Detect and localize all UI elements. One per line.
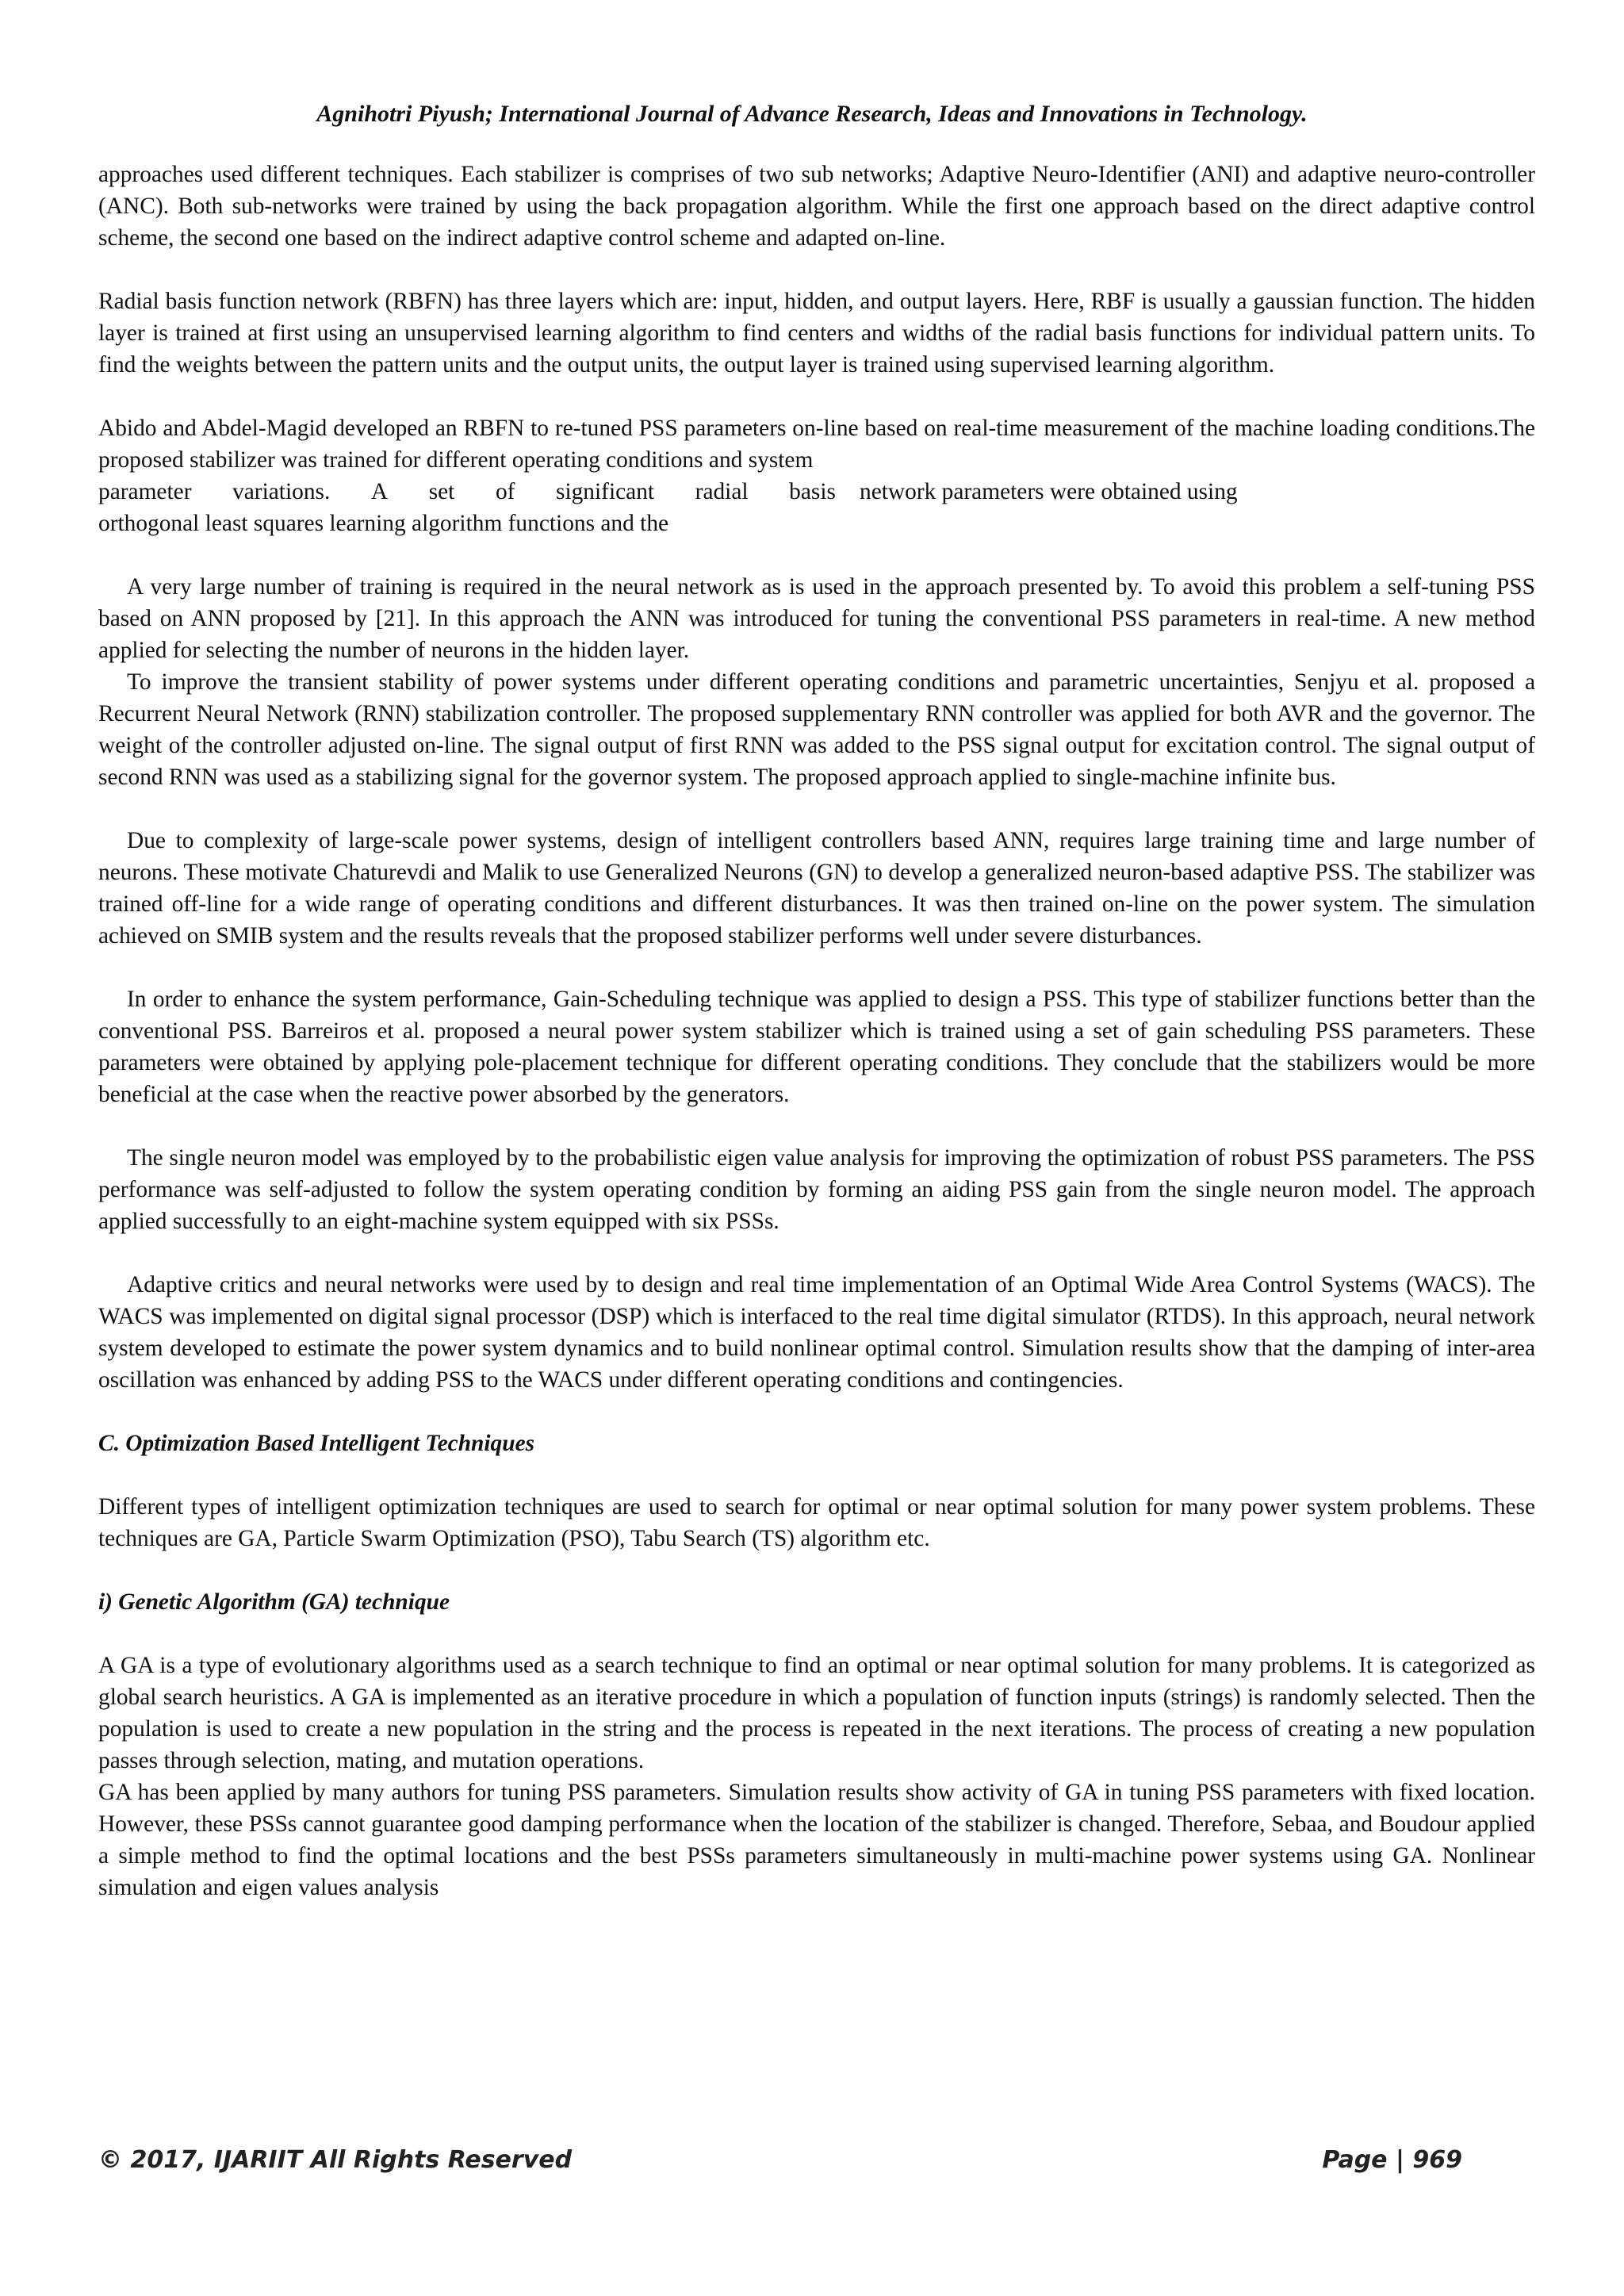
page-footer xyxy=(98,2146,1462,2175)
paragraph-abido-split-right: network parameters were obtained using xyxy=(860,479,1238,504)
word: of xyxy=(495,479,515,504)
paragraph-wacs: Adaptive critics and neural networks were used by to design and real time implementation of an Optimal Wide Area Control Systems (WACS). The WACS was implemented on digital signal processor (DSP) which is interfaced to the real time digital simulator (RTDS). In this approach, neural network system developed to estimate the power system dynamics and to build nonlinear optimal control. Simulation results show that the damping of inter-area oscillation was enhanced by adding PSS to the WACS under different operating conditions and contingencies. xyxy=(98,1272,1535,1393)
paragraph-self-tuning: A very large number of training is required in the neural network as is used in the approach presented by. To avoid this problem a self-tuning PSS based on ANN proposed by [21]. In this approach the ANN was introduced for tuning the conventional PSS parameters in real-time. A new method applied for selecting the number of neurons in the hidden layer. xyxy=(98,574,1535,663)
word: variations. xyxy=(232,479,331,504)
paragraph-ani-anc: approaches used different techniques. Each stabilizer is comprises of two sub networks; Adaptive Neuro-Identifier (ANI) and adaptive neuro-controller (ANC). Both sub-networks were trained by using the back propagation algorithm. While the first one approach based on the direct adaptive control scheme, the second one based on the indirect adaptive control scheme and adapted on-line. xyxy=(98,162,1535,251)
paragraph-abido-split-left xyxy=(98,476,836,508)
paragraph-single-neuron: The single neuron model was employed by to the probabilistic eigen value analysis for improving the optimization of robust PSS parameters. The PSS performance was self-adjusted to follow the system operating condition by forming an aiding PSS gain from the single neuron model. The approach applied successfully to an eight-machine system equipped with six PSSs. xyxy=(98,1145,1535,1234)
paragraph-optimization: Different types of intelligent optimization techniques are used to search for optimal or near optimal solution for many power system problems. These techniques are GA, Particle Swarm Optimization (PSO), Tabu Search (TS) algorithm etc. xyxy=(98,1494,1535,1551)
paragraph-abido-last-line: orthogonal least squares learning algorithm functions and the xyxy=(98,511,669,536)
paragraph-ga-definition: A GA is a type of evolutionary algorithms used as a search technique to find an optimal or near optimal solution for many problems. It is categorized as global search heuristics. A GA is implemented as an iterative procedure in which a population of function inputs (strings) is randomly selected. Then the population is used to create a new population in the string and the process is repeated in the next iterations. The process of creating a new population passes through selection, mating, and mutation operations. xyxy=(98,1653,1535,1773)
paragraph-rbfn: Radial basis function network (RBFN) has three layers which are: input, hidden, and output layers. Here, RBF is usually a gaussian function. The hidden layer is trained at first using an unsupervised learning algorithm to find centers and widths of the radial basis functions for individual pattern units. To find the weights between the pattern units and the output units, the output layer is trained using supervised learning algorithm. xyxy=(98,289,1535,378)
word: basis xyxy=(789,479,836,504)
word: significant xyxy=(556,479,655,504)
paragraph-abido-main: Abido and Abdel-Magid developed an RBFN to re-tuned PSS parameters on-line based on real-time measurement of the machine loading conditions.The proposed stabilizer was trained for different operating conditions and system xyxy=(98,416,1535,473)
word: parameter xyxy=(98,479,192,504)
subsection-heading-ga: i) Genetic Algorithm (GA) technique xyxy=(98,1589,450,1615)
paragraph-abido xyxy=(98,412,1535,539)
word: A xyxy=(370,479,389,504)
paragraph-rnn: To improve the transient stability of power systems under different operating conditions and parametric uncertainties, Senjyu et al. proposed a Recurrent Neural Network (RNN) stabilization controller. The proposed supplementary RNN controller was applied for both AVR and the governor. The weight of the controller adjusted on-line. The signal output of first RNN was added to the PSS signal output for excitation control. The signal output of second RNN was used as a stabilizing signal for the governor system. The proposed approach applied to single-machine infinite bus. xyxy=(98,669,1535,790)
copyright-notice: © 2017, IJARIIT All Rights Reserved xyxy=(98,2146,573,2174)
article-body xyxy=(98,159,1535,1903)
word: radial xyxy=(695,479,749,504)
running-header: Agnihotri Piyush; International Journal of Advance Research, Ideas and Innovations in Technology. xyxy=(316,101,1308,127)
section-heading-c: C. Optimization Based Intelligent Techniques xyxy=(98,1431,535,1456)
word: set xyxy=(428,479,455,504)
paragraph-ga-pss: GA has been applied by many authors for tuning PSS parameters. Simulation results show activity of GA in tuning PSS parameters with fixed location. However, these PSSs cannot guarantee good damping performance when the location of the stabilizer is changed. Therefore, Sebaa, and Boudour applied a simple method to find the optimal locations and the best PSSs parameters simultaneously in multi-machine power systems using GA. Nonlinear simulation and eigen values analysis xyxy=(98,1780,1535,1900)
page-number: Page | 969 xyxy=(1322,2146,1462,2174)
paragraph-abido-split-line xyxy=(98,476,1535,508)
paragraph-gain-scheduling: In order to enhance the system performance, Gain-Scheduling technique was applied to design a PSS. This type of stabilizer functions better than the conventional PSS. Barreiros et al. proposed a neural power system stabilizer which is trained using a set of gain scheduling PSS parameters. These parameters were obtained by applying pole-placement technique for different operating conditions. They conclude that the stabilizers would be more beneficial at the case when the reactive power absorbed by the generators. xyxy=(98,987,1535,1107)
paragraph-generalized-neurons: Due to complexity of large-scale power systems, design of intelligent controllers based ANN, requires large training time and large number of neurons. These motivate Chaturevdi and Malik to use Generalized Neurons (GN) to develop a generalized neuron-based adaptive PSS. The stabilizer was trained off-line for a wide range of operating conditions and different disturbances. It was then trained on-line on the power system. The simulation achieved on SMIB system and the results reveals that the proposed stabilizer performs well under severe disturbances. xyxy=(98,828,1535,949)
